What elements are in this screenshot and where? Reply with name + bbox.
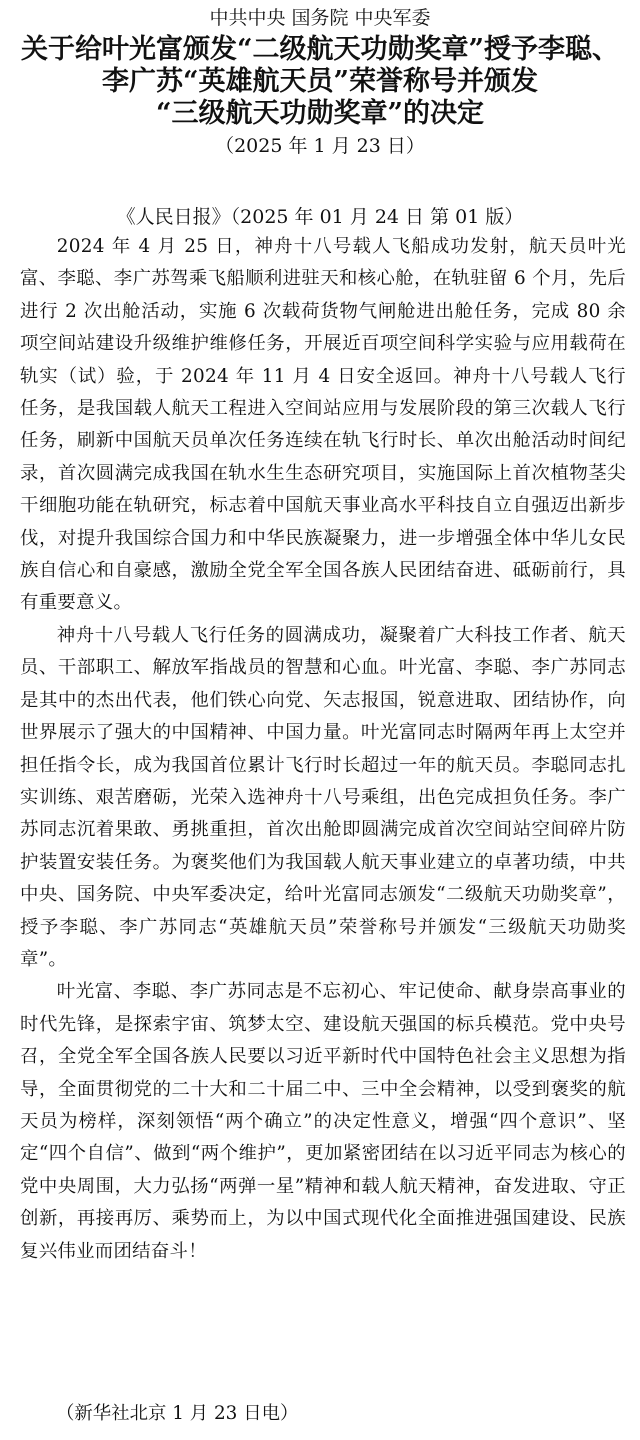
title-line-3: “三级航天功勋奖章”的决定 (155, 98, 485, 129)
title-line-1: 关于给叶光富颁发“二级航天功勋奖章”授予李聪、 (20, 34, 620, 65)
document-date: （2025 年 1 月 23 日） (215, 135, 425, 157)
article-body (20, 231, 626, 1268)
issuing-authorities: 中共中央 国务院 中央军委 (209, 7, 431, 29)
news-dateline: （新华社北京 1 月 23 日电） (56, 1403, 299, 1424)
paragraph-2: 神舟十八号载人飞行任务的圆满成功，凝聚着广大科技工作者、航天员、干部职工、解放军指战员的智慧和心血。叶光富、李聪、李广苏同志是其中的杰出代表，他们铁心向党、矢志报国，锐意进取、团结协作，向世界展示了强大的中国精神、中国力量。叶光富同志时隔两年再上太空并担任指令长，成为我国首位累计飞行时长超过一年的航天员。李聪同志扎实训练、艰苦磨砺，光荣入选神舟十八号乘组，出色完成担负任务。李广苏同志沉着果敢、勇挑重担，首次出舱即圆满完成首次空间站空间碎片防护装置安装任务。为褒奖他们为我国载人航天事业建立的卓著功绩，中共中央、国务院、中央军委决定，给叶光富同志颁发“二级航天功勋奖章”，授予李聪、李广苏同志“英雄航天员”荣誉称号并颁发“三级航天功勋奖章”。 (20, 624, 626, 970)
paragraph-3: 叶光富、李聪、李广苏同志是不忘初心、牢记使命、献身崇高事业的时代先锋，是探索宇宙、筑梦太空、建设航天强国的标兵模范。党中央号召，全党全军全国各族人民要以习近平新时代中国特色社会主义思想为指导，全面贯彻党的二十大和二十届二中、三中全会精神，以受到褒奖的航天员为榜样，深刻领悟“两个确立”的决定性意义，增强“四个意识”、坚定“四个自信”、做到“两个维护”，更加紧密团结在以习近平同志为核心的党中央周围，大力弘扬“两弹一星”精神和载人航天精神，奋发进取、守正创新，再接再厉、乘势而上，为以中国式现代化全面推进强国建设、民族复兴伟业而团结奋斗！ (20, 981, 626, 1262)
paragraph-1: 2024 年 4 月 25 日，神舟十八号载人飞船成功发射，航天员叶光富、李聪、李广苏驾乘飞船顺利进驻天和核心舱，在轨驻留 6 个月，先后进行 2 次出舱活动，实施 6 次载荷货物气闸舱进出舱任务，完成 80 余项空间站建设升级维护维修任务，开展近百项空间科学实验与应用载荷在轨实（试）验，于 2024 年 11 月 4 日安全返回。神舟十八号载人飞行任务，是我国载人航天工程进入空间站应用与发展阶段的第三次载人飞行任务，刷新中国航天员单次任务连续在轨飞行时长、单次出舱活动时间纪录，首次圆满完成我国在轨水生生态研究项目，实施国际上首次植物茎尖干细胞功能在轨研究，标志着中国航天事业高水平科技自立自强迈出新步伐，对提升我国综合国力和中华民族凝聚力，进一步增强全体中华儿女民族自信心和自豪感，激励全党全军全国各族人民团结奋进、砥砺前行，具有重要意义。 (20, 236, 626, 614)
source-citation: 《人民日报》（2025 年 01 月 24 日 第 01 版） (116, 206, 524, 228)
document-title (0, 34, 640, 130)
title-line-2: 李广苏“英雄航天员”荣誉称号并颁发 (101, 66, 539, 97)
